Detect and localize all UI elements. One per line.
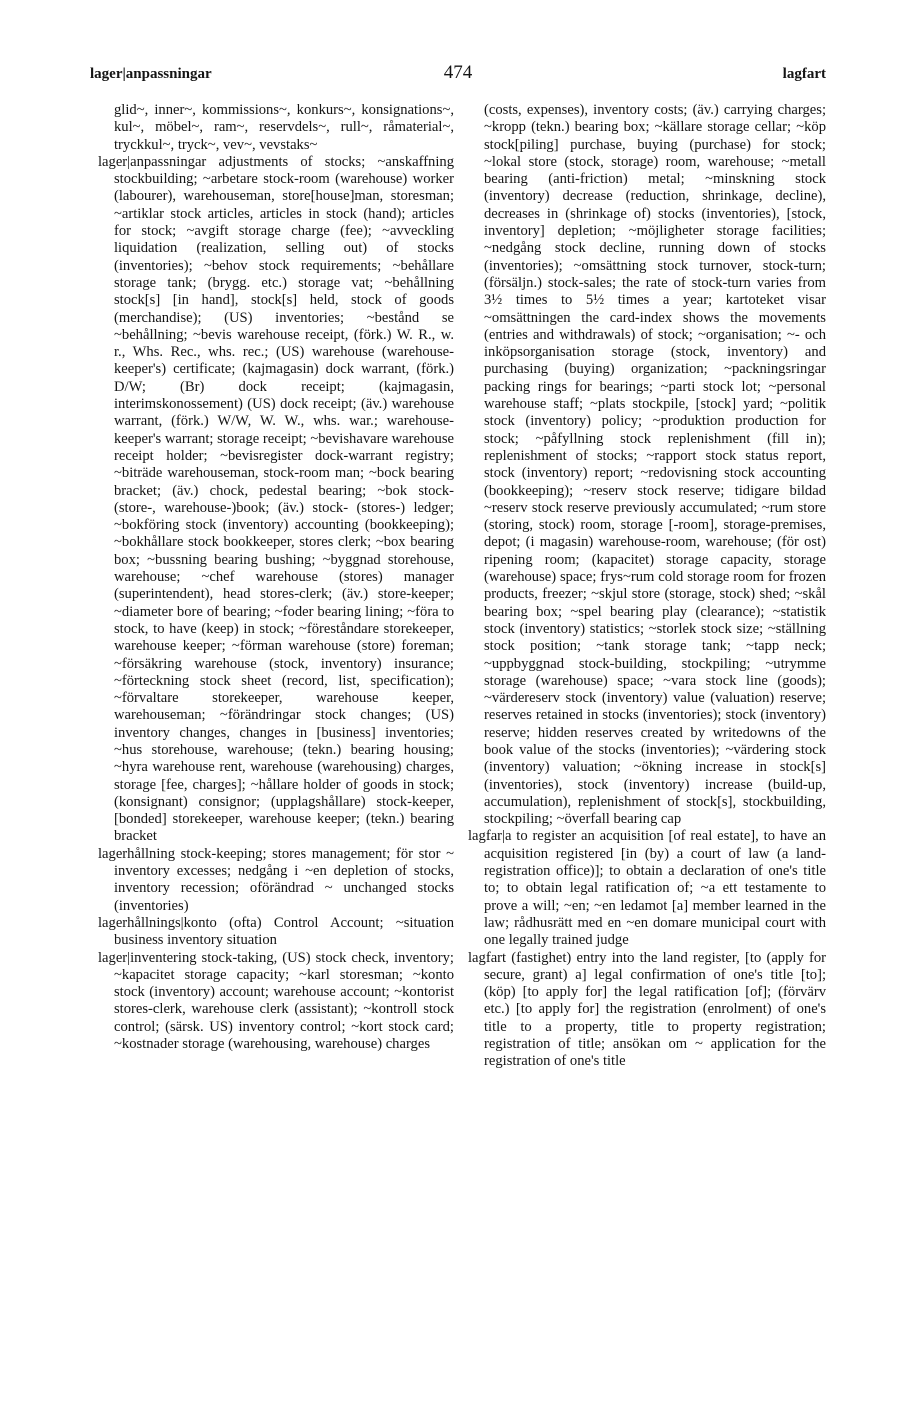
dictionary-entry: lagerhållning stock-keeping; stores management; för stor ~ inventory excesses; nedgång i ~en depletion of stocks, inventory recession; oförändrad ~ unchanged stocks (inventories) [98,845,454,914]
header-right-guideword: lagfart [782,66,826,82]
right-column [468,102,826,1071]
dictionary-entry: lagfart (fastighet) entry into the land register, [to (apply for secure, grant) a] legal confirmation of one's title [to]; (köp) [to apply for] the legal ratification [of]; (förvärv etc.) [to apply for] the registration (enrolment) of one's title to a property, title to property registration; registration of title; ansökan om ~ application for the registration of one's title [468,949,826,1070]
dictionary-entry: lager|anpassningar adjustments of stocks; ~anskaffning stockbuilding; ~arbetare stock-room (warehouse) worker (labourer), warehouseman, store[house]man, storesman; ~artiklar stock articles, articles in stock (hand); articles for stock; ~avgift storage charge (fee); ~avveckling liquidation (realization, selling out) of stocks (inventories); ~behov stock requirements; ~behållare storage tank; (brygg. etc.) storage vat; ~behållning stock[s] [in hand], stock[s] held, stock of goods (merchandise); (US) inventories; ~bestånd se ~behållning; ~bevis warehouse receipt, (förk.) W. R., w. r., Whs. Rec., whs. rec.; (US) warehouse (warehouse-keeper's) certificate; (kajmagasin) dock warrant, (förk.) D/W; (Br) dock receipt; (kajmagasin, interimskonossement) (US) dock receipt; (äv.) warehouse warrant, (förk.) W/W, W. W., whs. war.; warehouse-keeper's warrant; storage receipt; ~bevishavare warehouse receipt holder; ~bevisregister dock-warrant registry; ~biträde warehouseman, stock-room man; ~bock bearing bracket; (äv.) chock, pedestal bearing; ~bok stock- (store-, warehouse-)book; (äv.) stock- (stores-) ledger; ~bokföring stock (inventory) accounting (bookkeeping); ~bokhållare stock bookkeeper, stores clerk; ~box bearing box; ~bussning bearing bushing; ~byggnad storehouse, warehouse; ~chef warehouse (stores) manager (superintendent), head stores-clerk; (äv.) store-keeper; ~diameter bore of bearing; ~foder bearing lining; ~föra to stock, to have (keep) in stock; ~föreståndare storekeeper, warehouse keeper; ~förman warehouse (store) foreman; ~försäkring warehouse (stock, inventory) insurance; ~förteckning stock sheet (record, list, specification); ~förvaltare storekeeper, warehouse keeper, warehouseman; ~förändringar stock changes; (US) inventory changes, changes in [business] inventories; ~hus storehouse, warehouse; (tekn.) bearing housing; ~hyra warehouse rent, warehouse (warehousing) charges, storage [fee, charges]; ~hållare holder of goods in stock; (konsignant) consignor; (upplagshållare) stock-keeper, [bonded] storekeeper, warehouse keeper; (tekn.) bearing bracket [98,153,454,845]
page-number: 474 [443,62,473,83]
dictionary-entry: (costs, expenses), inventory costs; (äv.) carrying charges; ~kropp (tekn.) bearing box; ~källare storage cellar; ~köp stock[piling] purchase, buying (purchase) for stock; ~lokal store (stock, storage) room, warehouse; ~metall bearing (anti-friction) metal; ~minskning stock (inventory) decrease (reduction, shrinkage, decline), decreases in (shrinkage of) stocks (inventories), [stock, inventory] depletion; ~möjligheter storage facilities; ~nedgång stock decline, running down of stocks (inventories); ~omsättning stock turnover, stock-turn; (försäljn.) stock-sales; the rate of stock-turn varies from 3½ times to 5½ times a year; kartoteket visar ~omsättningen the card-index shows the movements (entries and withdrawals) of stock; ~organisation; ~- och inköpsorganisation storage (stock, inventory) and purchasing (buying) organization; ~packningsringar packing rings for bearings; ~parti stock lot; ~personal warehouse staff; ~plats stockpile, [stock] yard; ~politik stock (inventory) policy; ~produktion production for stock; ~påfyllning stock replenishment (fill in); replenishment of stocks; ~rapport stock status report, stock (inventory) report; ~redovisning stock accounting (bookkeeping); ~reserv stock reserve; tidigare bildad ~reserv stock reserve previously accumulated; ~rum store (storing, stock) room, storage [-room], storage-premises, depot; (i magasin) warehouse-room, warehouse; (för ost) ripening room; (kapacitet) storage capacity, storage (warehouse) space; frys~rum cold storage room for frozen products, freezer; ~skjul store (storage, stock) shed; ~skål bearing box; ~spel bearing play (clearance); ~statistik stock (inventory) statistics; ~storlek stock size; ~ställning stock position; ~tank storage tank; ~tapp neck; ~uppbyggnad stock-building, stockpiling; ~utrymme storage (warehouse) space; ~vara stock line (goods); ~värdereserv stock (inventory) value (valuation) reserve; reserves retained in stocks (inventories); stock (inventory) reserve; hidden reserves created by writedowns of the book value of the stocks (inventories); ~värdering stock (inventory) valuation; ~ökning increase in stock[s] (inventories), stock (inventory) increase (build-up, accumulation), replenishment of stock[s], stockbuilding, stockpiling; ~överfall bearing cap [484,102,826,828]
left-column [98,102,454,1053]
page-header [90,62,826,88]
dictionary-entry: glid~, inner~, kommissions~, konkurs~, konsignations~, kul~, möbel~, ram~, reservdels~, rull~, råmaterial~, tryckkul~, tryck~, vev~, vevstaks~ [114,102,454,153]
dictionary-entry: lagerhållnings|konto (ofta) Control Account; ~situation business inventory situation [98,914,454,949]
dictionary-entry: lager|inventering stock-taking, (US) stock check, inventory; ~kapacitet storage capacity; ~karl storesman; ~konto stock (inventory) account; warehouse account; ~kontorist stores-clerk, warehouse clerk (assistant); ~kontroll stock control; (särsk. US) inventory control; ~kort stock card; ~kostnader storage (warehousing, warehouse) charges [98,949,454,1053]
dictionary-entry: lagfar|a to register an acquisition [of real estate], to have an acquisition registered [in (by) a court of law (a land-registration office)]; to obtain a declaration of one's title to; to obtain legal ratification of; ~a ett testamente to prove a will; ~en; ~en ledamot [a] member learned in the law; rådhusrätt med en ~en domare municipal court with one legally trained judge [468,828,826,949]
header-left-guideword: lager|anpassningar [90,66,212,82]
